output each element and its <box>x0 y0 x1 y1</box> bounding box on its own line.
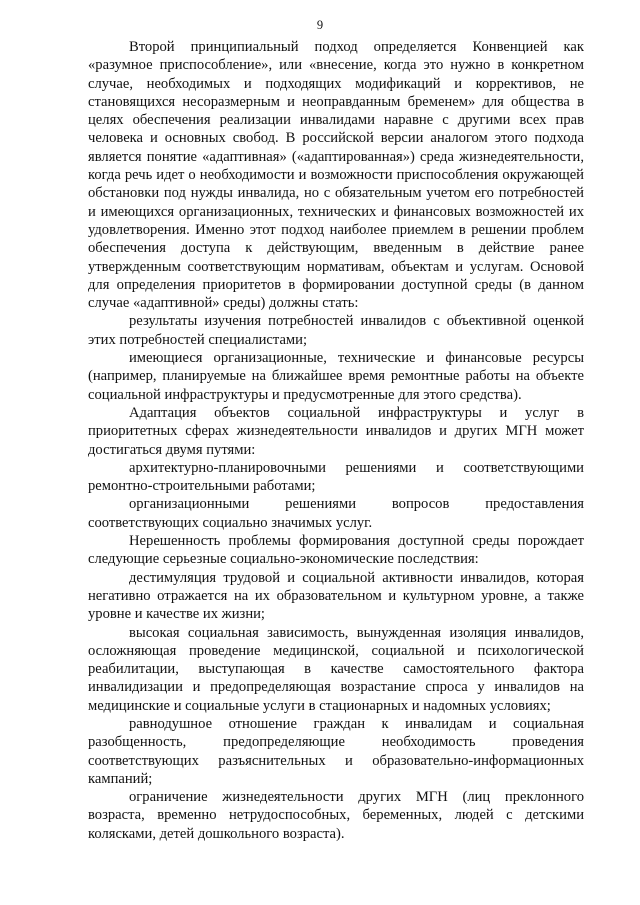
paragraph-list-item: дестимуляция трудовой и социальной активности инвалидов, которая негативно отражается на их образовательном и культурном уровне, а также уровне и качестве их жизни; <box>88 569 584 623</box>
paragraph-list-item: результаты изучения потребностей инвалидов с объективной оценкой этих потребностей специалистами; <box>88 313 584 348</box>
paragraph-second-approach: Второй принципиальный подход определяется Конвенцией как «разумное приспособление», или «внесение, когда это нужно в конкретном случае, необходимых и подходящих модификаций и коррективов, не становящихся несоразмерным и неоправданным бременем» для общества в целях обеспечения реализации инвалидами наравне с другими всех прав человека и основных свобод. В российской версии аналогом этого подхода является понятие «адаптивная» («адаптированная») среда жизнедеятельности, когда речь идет о необходимости и возможности приспособления окружающей обстановки под нужды инвалида, но с обязательным учетом его потребностей и имеющихся организационных, технических и финансовых возможностей их удовлетворения. Именно этот подход наиболее приемлем в решении проблем обеспечения доступа к действующим, введенным в действие ранее утвержденным соответствующим нормативам, объектам и услугам. Основой для определения приоритетов в формировании доступной среды (в данном случае «адаптивной» среды) должны стать: <box>88 39 584 312</box>
paragraph-list-item: равнодушное отношение граждан к инвалидам и социальная разобщенность, предопределяющие необходимость проведения соответствующих разъяснительных и образовательно-информационных кампаний; <box>88 715 584 787</box>
page-number: 9 <box>316 18 324 32</box>
paragraph-adaptation: Адаптация объектов социальной инфраструктуры и услуг в приоритетных сферах жизнедеятельности инвалидов и других МГН может достигаться двумя путями: <box>88 404 584 458</box>
body-text <box>88 38 584 843</box>
paragraph-list-item: высокая социальная зависимость, вынужденная изоляция инвалидов, осложняющая проведение медицинской, социальной и психологической реабилитации, выступающая в качестве самостоятельного фактора инвалидизации и предопределяющая возрастание спроса у инвалидов на медицинские и социальные услуги в стационарных и надомных условиях; <box>88 624 584 714</box>
paragraph-list-item: архитектурно-планировочными решениями и соответствующими ремонтно-строительными работами; <box>88 459 584 495</box>
paragraph-list-item: имеющиеся организационные, технические и финансовые ресурсы (например, планируемые на ближайшее время ремонтные работы на объекте социальной инфраструктуры и предусмотренные для этого средства). <box>88 350 584 403</box>
paragraph-list-item: организационными решениями вопросов предоставления соответствующих социально значимых услуг. <box>88 496 584 531</box>
paragraph-list-item: ограничение жизнедеятельности других МГН (лиц преклонного возраста, временно нетрудоспособных, беременных, людей с детскими колясками, детей дошкольного возраста). <box>88 789 584 842</box>
paragraph-consequences: Нерешенность проблемы формирования доступной среды порождает следующие серьезные социально-экономические последствия: <box>88 533 584 568</box>
